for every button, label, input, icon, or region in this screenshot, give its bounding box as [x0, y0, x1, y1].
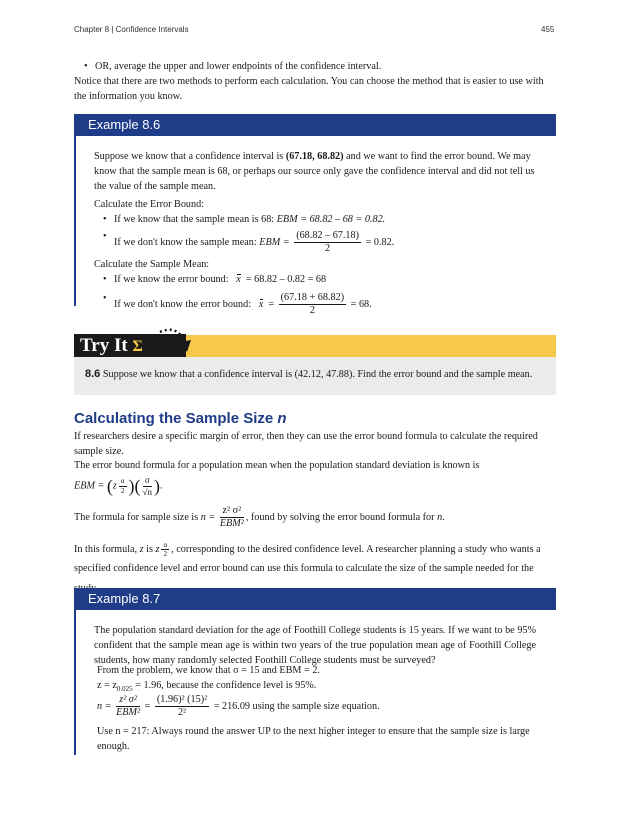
section-paragraph-4: In this formula, z is z $\frac{\alpha}{2}$ , corresponding to the desired confidence level. A researcher planning a study who wants a specified confidence level and error bound can use this formula to calculate the size of the sample needed for the: [74, 540, 541, 575]
example-8-7-border: [74, 610, 76, 755]
intro-bullet: • OR, average the upper and lower endpoints of the confidence interval.: [81, 60, 570, 75]
sigma-icon: Σ: [132, 338, 143, 355]
section-paragraph-1: If researchers desire a specific margin of error, then they can use the error bound formula to calculate the required sample size.: [74, 431, 538, 457]
section-heading: Calculating the Sample Size n: [74, 410, 287, 427]
curved-arrow-icon: [156, 326, 196, 356]
calc-sample-mean-label: Calculate the Sample Mean:: [94, 259, 210, 271]
running-header: Chapter 8 | Confidence Intervals: [74, 25, 189, 34]
rounding-note: Use n = 217: Always round the answer UP to the next higher integer to ensure that the sample size is large enough.: [97, 726, 530, 752]
try-it-problem: 8.6 Suppose we know that a confidence interval is (42.12, 47.88). Find the error bound and the sample mean.: [85, 368, 533, 380]
error-bound-bullet-2: • If we don't know the sample mean: EBM = $\frac{(68.82 - 67.18)}{2}$ = 0.82.: [100, 230, 544, 255]
page-number: 455: [541, 25, 555, 34]
example-8-6-body: [94, 150, 544, 317]
try-it-label: Try It Σ: [80, 335, 143, 356]
intro-notice: Notice that there are two methods to perform each calculation. You can choose the method that is easier to use with the information you know.: [74, 76, 544, 102]
example-8-7-title: Example 8.7: [74, 588, 556, 610]
sample-mean-bullet-1: • If we know the error bound: x = 68.82 – 0.82 = 68: [100, 273, 544, 288]
calc-error-bound-label: Calculate the Error Bound:: [94, 199, 205, 211]
example-8-7-problem: The population standard deviation for the age of Foothill College students is 15 years. If we want to be 95% confident that the sample mean age is within two years of the true population mean age of Foothill College students, how many randomly selected Foothill College students must be surveyed?: [94, 625, 536, 666]
section-paragraph-2: The error bound formula for a population mean when the population standard deviation is known is: [74, 460, 480, 471]
sample-size-sentence: The formula for sample size is n = $\frac{\text{z² σ²}}{\text{EBM²}}$ , found by solving the error bound formula for n.: [74, 505, 445, 530]
ebm-formula: EBM = (z $\frac{\alpha}{2}$ )( $\frac{\sigma}{√n}$ ).: [74, 474, 163, 497]
example-8-6-intro: Suppose we know that a confidence interval is (67.18, 68.82) and we want to find the error bound. We may know that the sample mean is 68, or perhaps our source only gave the confidence interval and did not tell us the value of the sample mean.: [94, 151, 535, 192]
z-value-line: $z = z_{0.025} = 1.96$, because the confidence level is 95%.: [97, 680, 317, 694]
sample-size-calculation: n = $\frac{\text{z² σ²}}{\text{EBM²}}$ = $\frac{\text{(1.96)² (15)²}}{\text{2²}}$ = 216.09 using the sample size equation.: [97, 694, 380, 719]
sample-mean-bullet-2: • If we don't know the error bound: x = $\frac{(67.18 + 68.82)}{2}$ = 68.: [100, 292, 544, 317]
example-8-6-title: Example 8.6: [74, 114, 556, 136]
error-bound-bullet-1: • If we know that the sample mean is 68: EBM = 68.82 – 68 = 0.82.: [100, 213, 544, 228]
from-problem-line: From the problem, we know that σ = 15 and EBM = 2.: [97, 665, 320, 676]
example-8-6-border: [74, 136, 76, 306]
